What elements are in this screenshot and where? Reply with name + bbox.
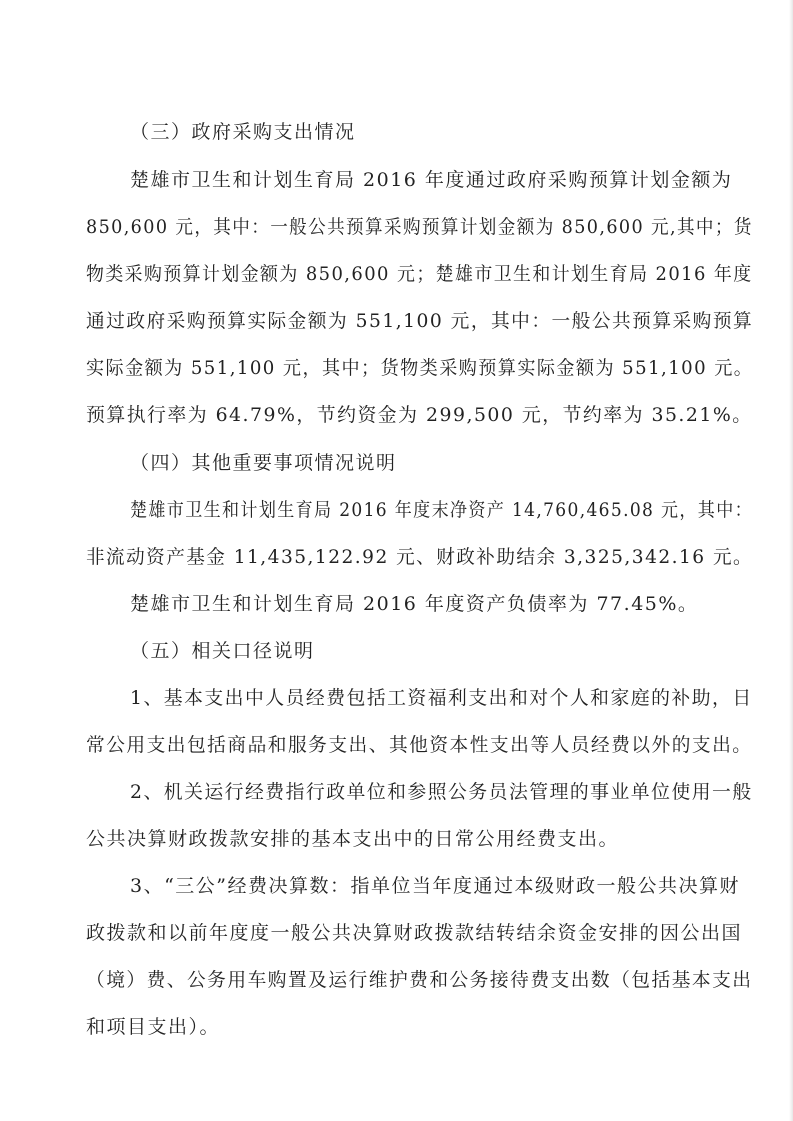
paragraph-line: 楚雄市卫生和计划生育局 2016 年度末净资产 14,760,465.08 元，其中： xyxy=(130,499,754,521)
paragraph-line: 和项目支出）。 xyxy=(86,1016,221,1038)
section-heading-other-matters: （四）其他重要事项情况说明 xyxy=(130,452,397,474)
paragraph-line: 楚雄市卫生和计划生育局 2016 年度资产负债率为 77.45%。 xyxy=(130,593,699,615)
paragraph-line: 政拨款和以前年度度一般公共决算财政拨款结转结余资金安排的因公出国 xyxy=(86,922,743,944)
paragraph-line: 3、“三公”经费决算数：指单位当年度通过本级财政一般公共决算财 xyxy=(130,875,741,897)
paragraph-line: 非流动资产基金 11,435,122.92 元、财政补助结余 3,325,342.16 元。 xyxy=(86,546,754,568)
paragraph-line: 实际金额为 551,100 元，其中；货物类采购预算实际金额为 551,100 元。 xyxy=(86,357,754,379)
paragraph-line: 通过政府采购预算实际金额为 551,100 元，其中：一般公共预算采购预算 xyxy=(86,310,754,332)
paragraph-line: 楚雄市卫生和计划生育局 2016 年度通过政府采购预算计划金额为 xyxy=(130,169,733,191)
paragraph-line: 1、基本支出中人员经费包括工资福利支出和对个人和家庭的补助，日 xyxy=(130,687,753,709)
scan-edge-shadow xyxy=(789,0,793,1121)
paragraph-line: 2、机关运行经费指行政单位和参照公务员法管理的事业单位使用一般 xyxy=(130,781,753,803)
paragraph-line: 常公用支出包括商品和服务支出、其他资本性支出等人员经费以外的支出。 xyxy=(86,734,753,756)
paragraph-line: 预算执行率为 64.79%，节约资金为 299,500 元，节约率为 35.21%。 xyxy=(86,404,753,426)
paragraph-line: （境）费、公务用车购置及运行维护费和公务接待费支出数（包括基本支出 xyxy=(86,969,753,991)
paragraph-line: 物类采购预算计划金额为 850,600 元；楚雄市卫生和计划生育局 2016 年度 xyxy=(86,263,753,285)
section-heading-definitions: （五）相关口径说明 xyxy=(130,640,315,662)
section-heading-procurement: （三）政府采购支出情况 xyxy=(130,121,356,143)
paragraph-line: 公共决算财政拨款安排的基本支出中的日常公用经费支出。 xyxy=(86,828,620,850)
paragraph-line: 850,600 元，其中：一般公共预算采购预算计划金额为 850,600 元,其中；货 xyxy=(86,216,753,238)
